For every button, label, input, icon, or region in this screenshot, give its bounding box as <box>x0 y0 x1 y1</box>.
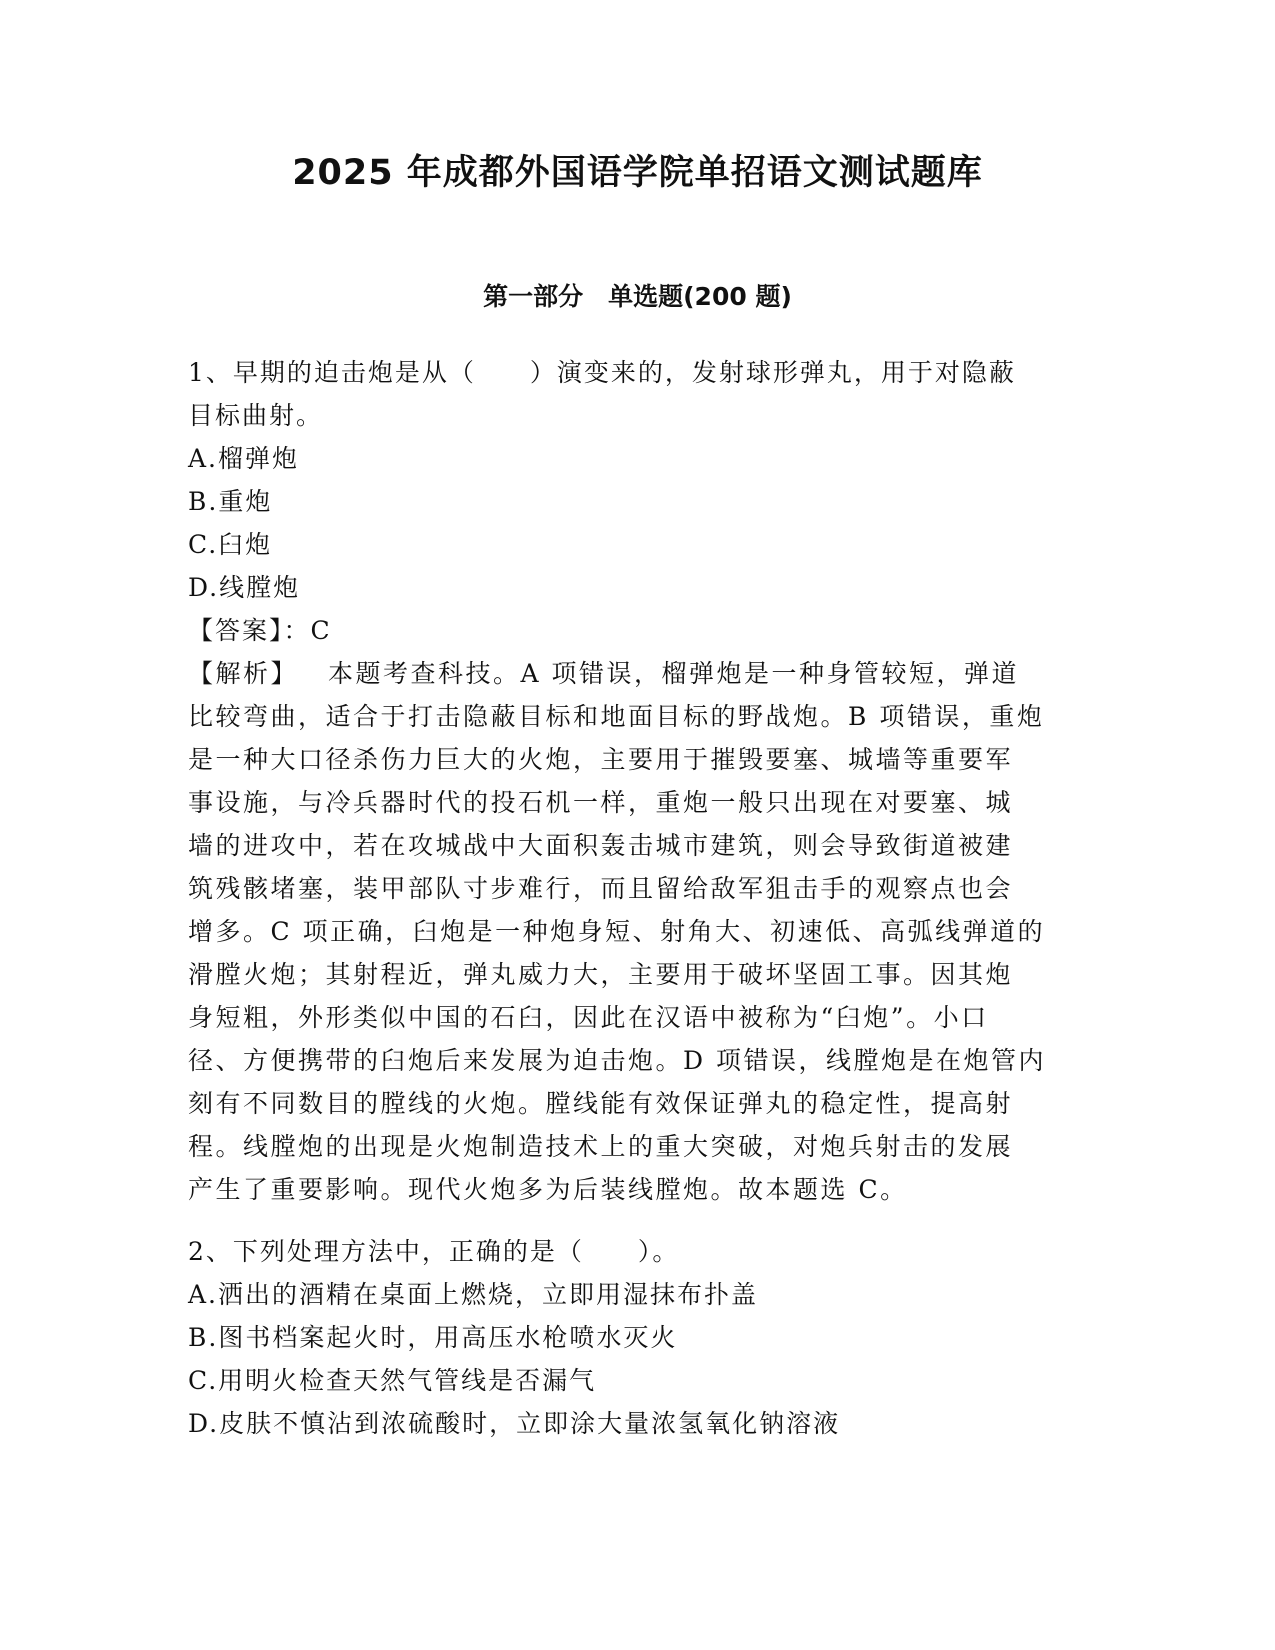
option-d: D.线膛炮 <box>188 573 301 602</box>
question-stem-line: 2、下列处理方法中，正确的是（ ）。 <box>188 1237 680 1266</box>
option-b: B.重炮 <box>188 487 273 516</box>
answer-line: 【答案】：C <box>188 616 332 645</box>
question-1 <box>188 351 1083 1211</box>
analysis-text-line: 刻有不同数目的膛线的火炮。膛线能有效保证弹丸的稳定性，提高射 <box>188 1089 1014 1118</box>
analysis-text-line: 滑膛火炮；其射程近，弹丸威力大，主要用于破坏坚固工事。因其炮 <box>188 960 1014 989</box>
option-d: D.皮肤不慎沾到浓硫酸时，立即涂大量浓氢氧化钠溶液 <box>188 1409 841 1438</box>
analysis-text-line: 身短粗，外形类似中国的石臼，因此在汉语中被称为“臼炮”。小口 <box>188 1003 989 1032</box>
document-title: 2025 年成都外国语学院单招语文测试题库 <box>292 153 983 193</box>
analysis-text-line: 事设施，与冷兵器时代的投石机一样，重炮一般只出现在对要塞、城 <box>188 788 1014 817</box>
option-c: C.臼炮 <box>188 530 273 559</box>
analysis-text-line: 筑残骸堵塞，装甲部队寸步难行，而且留给敌军狙击手的观察点也会 <box>188 874 1014 903</box>
analysis-text-line: 产生了重要影响。现代火炮多为后装线膛炮。故本题选 C。 <box>188 1175 908 1204</box>
option-a: A.榴弹炮 <box>188 444 300 473</box>
option-b: B.图书档案起火时，用高压水枪喷水灭火 <box>188 1323 678 1352</box>
analysis-text-line: 本题考查科技。A 项错误，榴弹炮是一种身管较短，弹道 <box>328 659 1020 688</box>
analysis-text-line: 程。线膛炮的出现是火炮制造技术上的重大突破，对炮兵射击的发展 <box>188 1132 1014 1161</box>
question-2 <box>188 1230 1083 1445</box>
analysis-text-line: 墙的进攻中，若在攻城战中大面积轰击城市建筑，则会导致街道被建 <box>188 831 1014 860</box>
option-c: C.用明火检查天然气管线是否漏气 <box>188 1366 597 1395</box>
analysis-label: 【解析】 <box>188 659 299 688</box>
questions-body <box>188 351 1083 1445</box>
question-stem-line: 1、早期的迫击炮是从（ ）演变来的，发射球形弹丸，用于对隐蔽 <box>188 358 1016 387</box>
option-a: A.洒出的酒精在桌面上燃烧，立即用湿抹布扑盖 <box>188 1280 759 1309</box>
analysis-text-line: 径、方便携带的臼炮后来发展为迫击炮。D 项错误，线膛炮是在炮管内 <box>188 1046 1046 1075</box>
analysis-first-line <box>188 652 1083 695</box>
section-title: 第一部分 单选题(200 题) <box>483 282 792 311</box>
analysis-text-line: 是一种大口径杀伤力巨大的火炮，主要用于摧毁要塞、城墙等重要军 <box>188 745 1014 774</box>
analysis-text-line: 比较弯曲，适合于打击隐蔽目标和地面目标的野战炮。B 项错误，重炮 <box>188 702 1045 731</box>
question-stem-line: 目标曲射。 <box>188 401 324 430</box>
question-gap <box>188 1211 1083 1230</box>
analysis-text-line: 增多。C 项正确，臼炮是一种炮身短、射角大、初速低、高弧线弹道的 <box>188 917 1046 946</box>
